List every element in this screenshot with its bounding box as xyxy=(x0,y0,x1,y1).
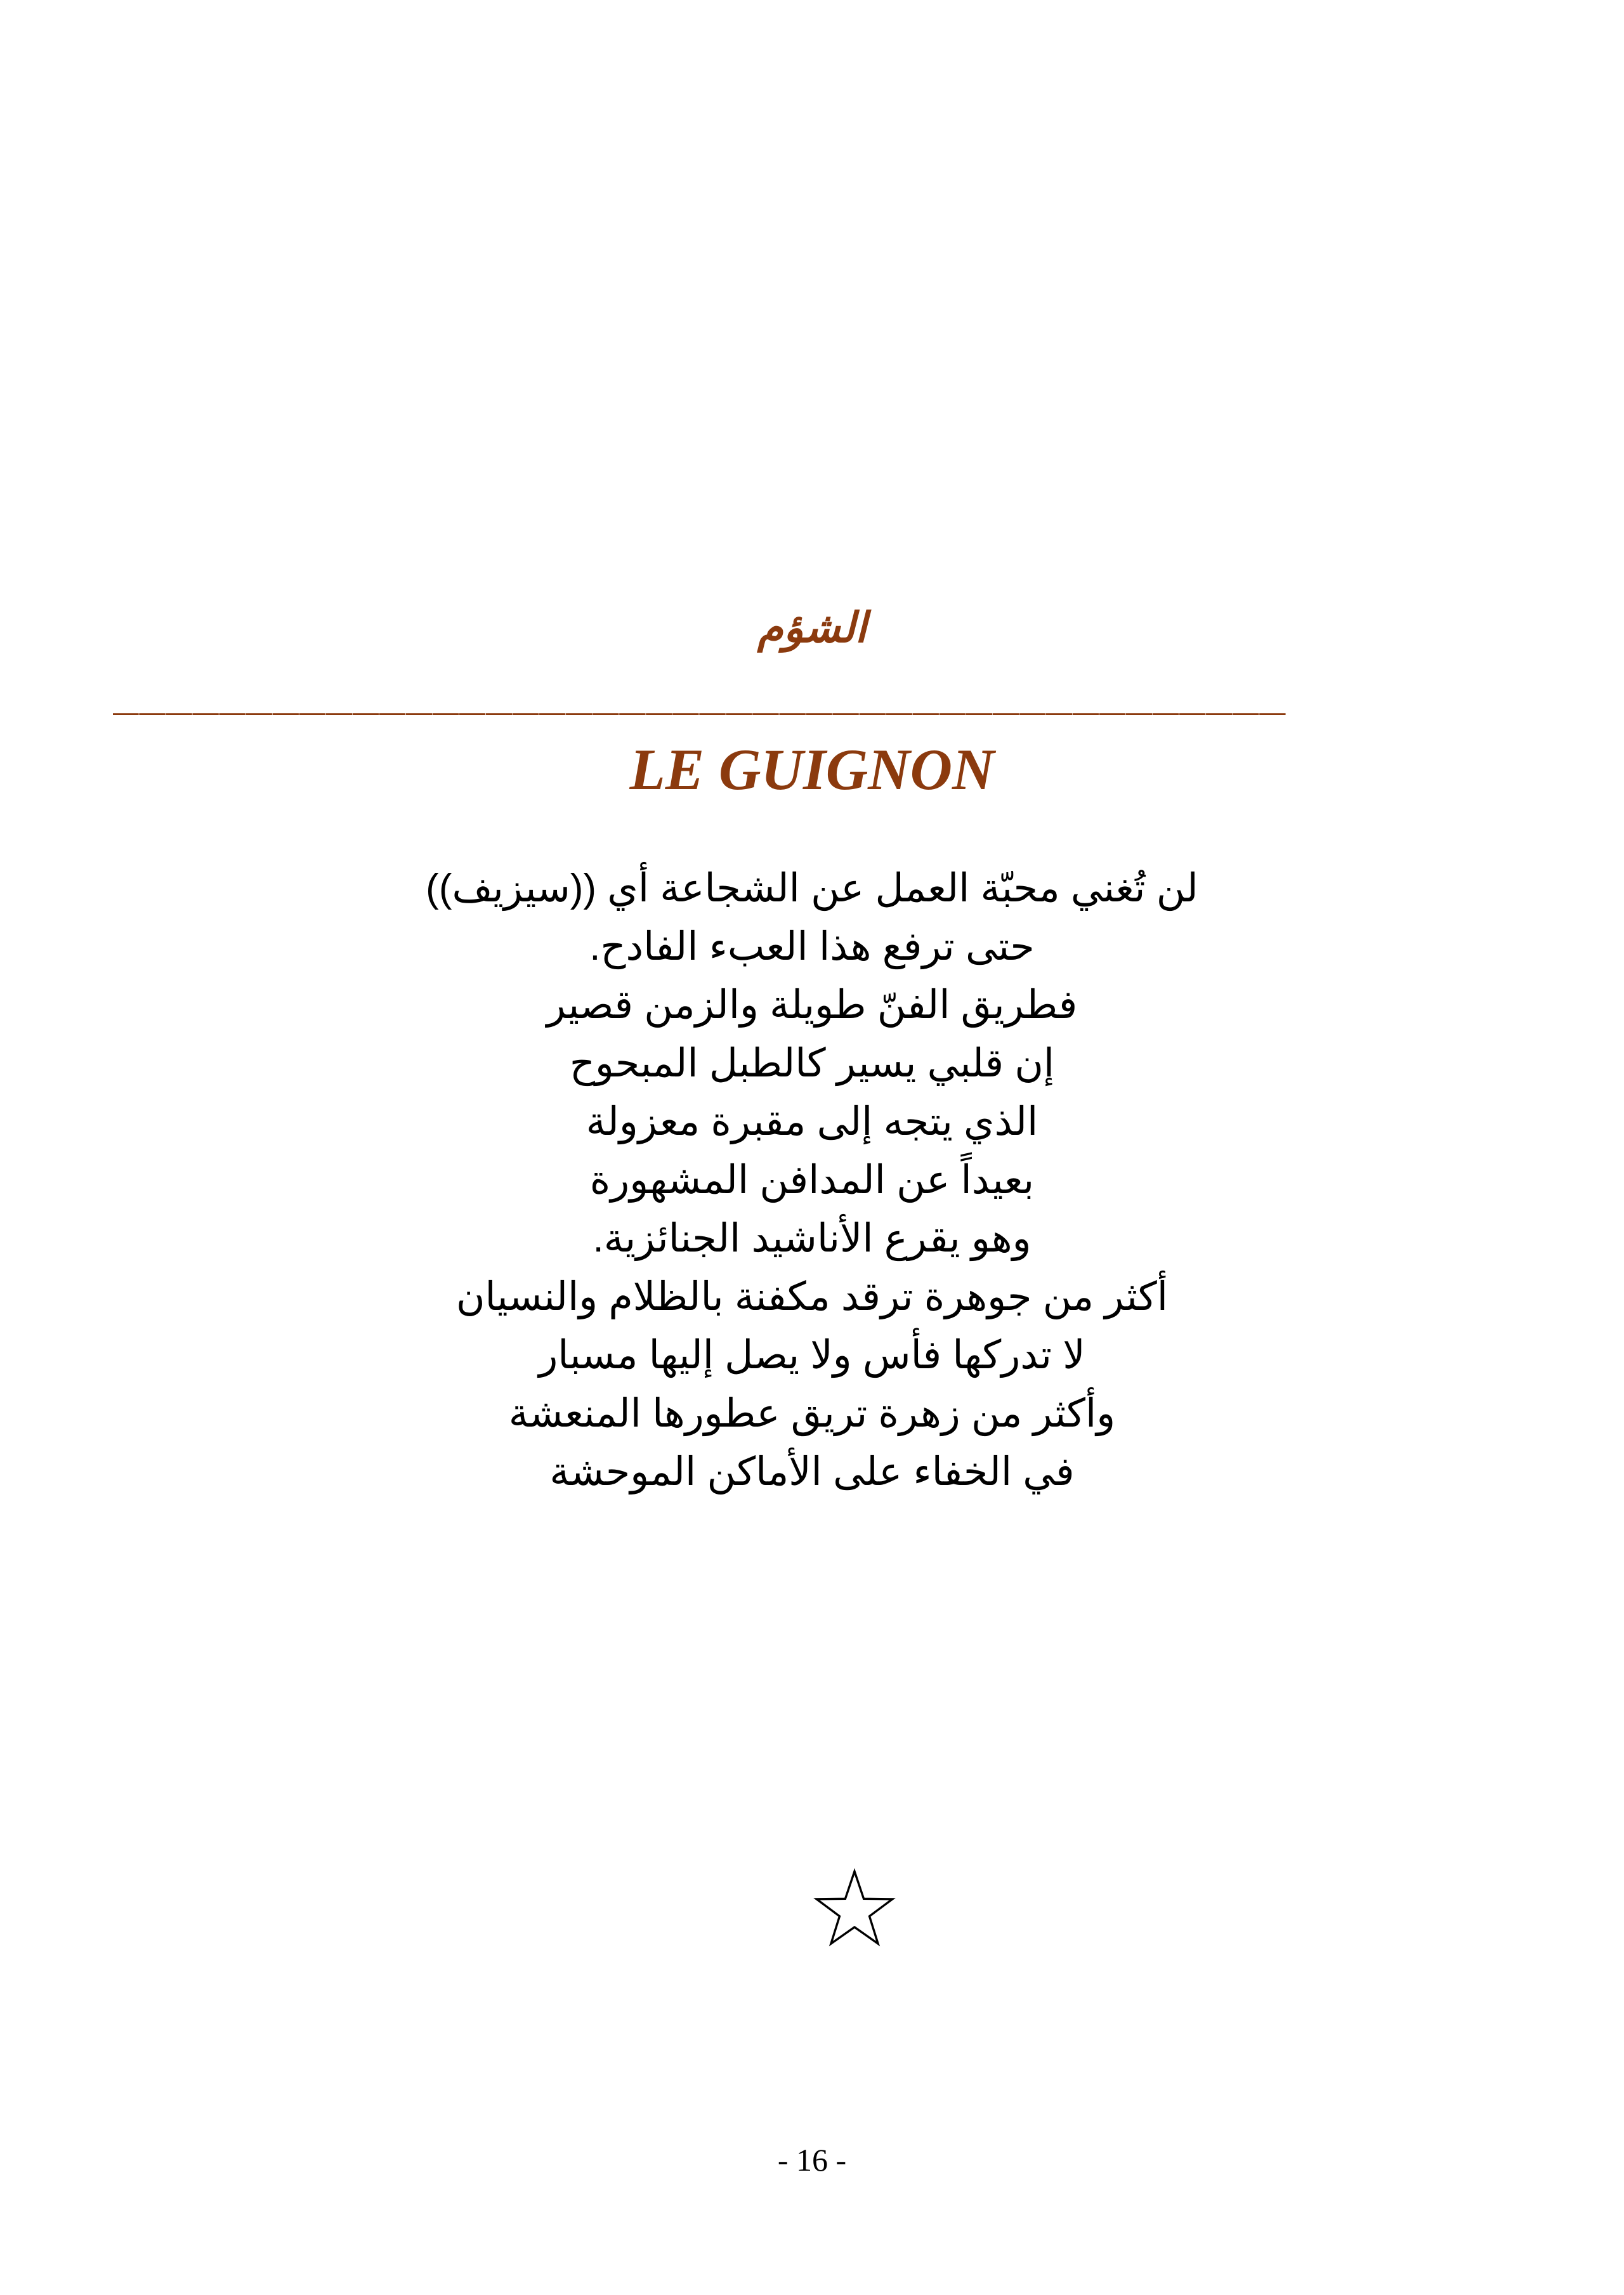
star-outline-icon xyxy=(813,1868,896,1951)
page-number: - 16 - xyxy=(777,2142,847,2178)
poem-line: لن تُغني محبّة العمل عن الشجاعة أي ((سيزيف)) xyxy=(426,866,1198,910)
poem-line: فطريق الفنّ طويلة والزمن قصير xyxy=(546,983,1078,1027)
poem-line: إن قلبي يسير كالطبل المبحوح xyxy=(569,1042,1055,1085)
poem-line: لا تدركها فأس ولا يصل إليها مسبار xyxy=(539,1333,1085,1377)
poem-line: حتى ترفع هذا العبء الفادح. xyxy=(589,925,1035,969)
poem-line: بعيداً عن المدافن المشهورة xyxy=(589,1158,1035,1202)
poem-line: أكثر من جوهرة ترقد مكفنة بالظلام والنسيان xyxy=(455,1275,1169,1319)
arabic-poem-title: الشؤم xyxy=(757,603,867,652)
poem-line: وأكثر من زهرة تريق عطورها المنعشة xyxy=(508,1392,1116,1435)
poem-line: وهو يقرع الأناشيد الجنائزية. xyxy=(593,1217,1031,1260)
poem-line: في الخفاء على الأماكن الموحشة xyxy=(549,1450,1075,1494)
poem-body xyxy=(0,860,1624,1501)
poem-line: الذي يتجه إلى مقبرة معزولة xyxy=(586,1100,1038,1144)
title-separator: ____________________________________________ xyxy=(113,671,1287,717)
french-poem-title: LE GUIGNON xyxy=(629,737,995,802)
